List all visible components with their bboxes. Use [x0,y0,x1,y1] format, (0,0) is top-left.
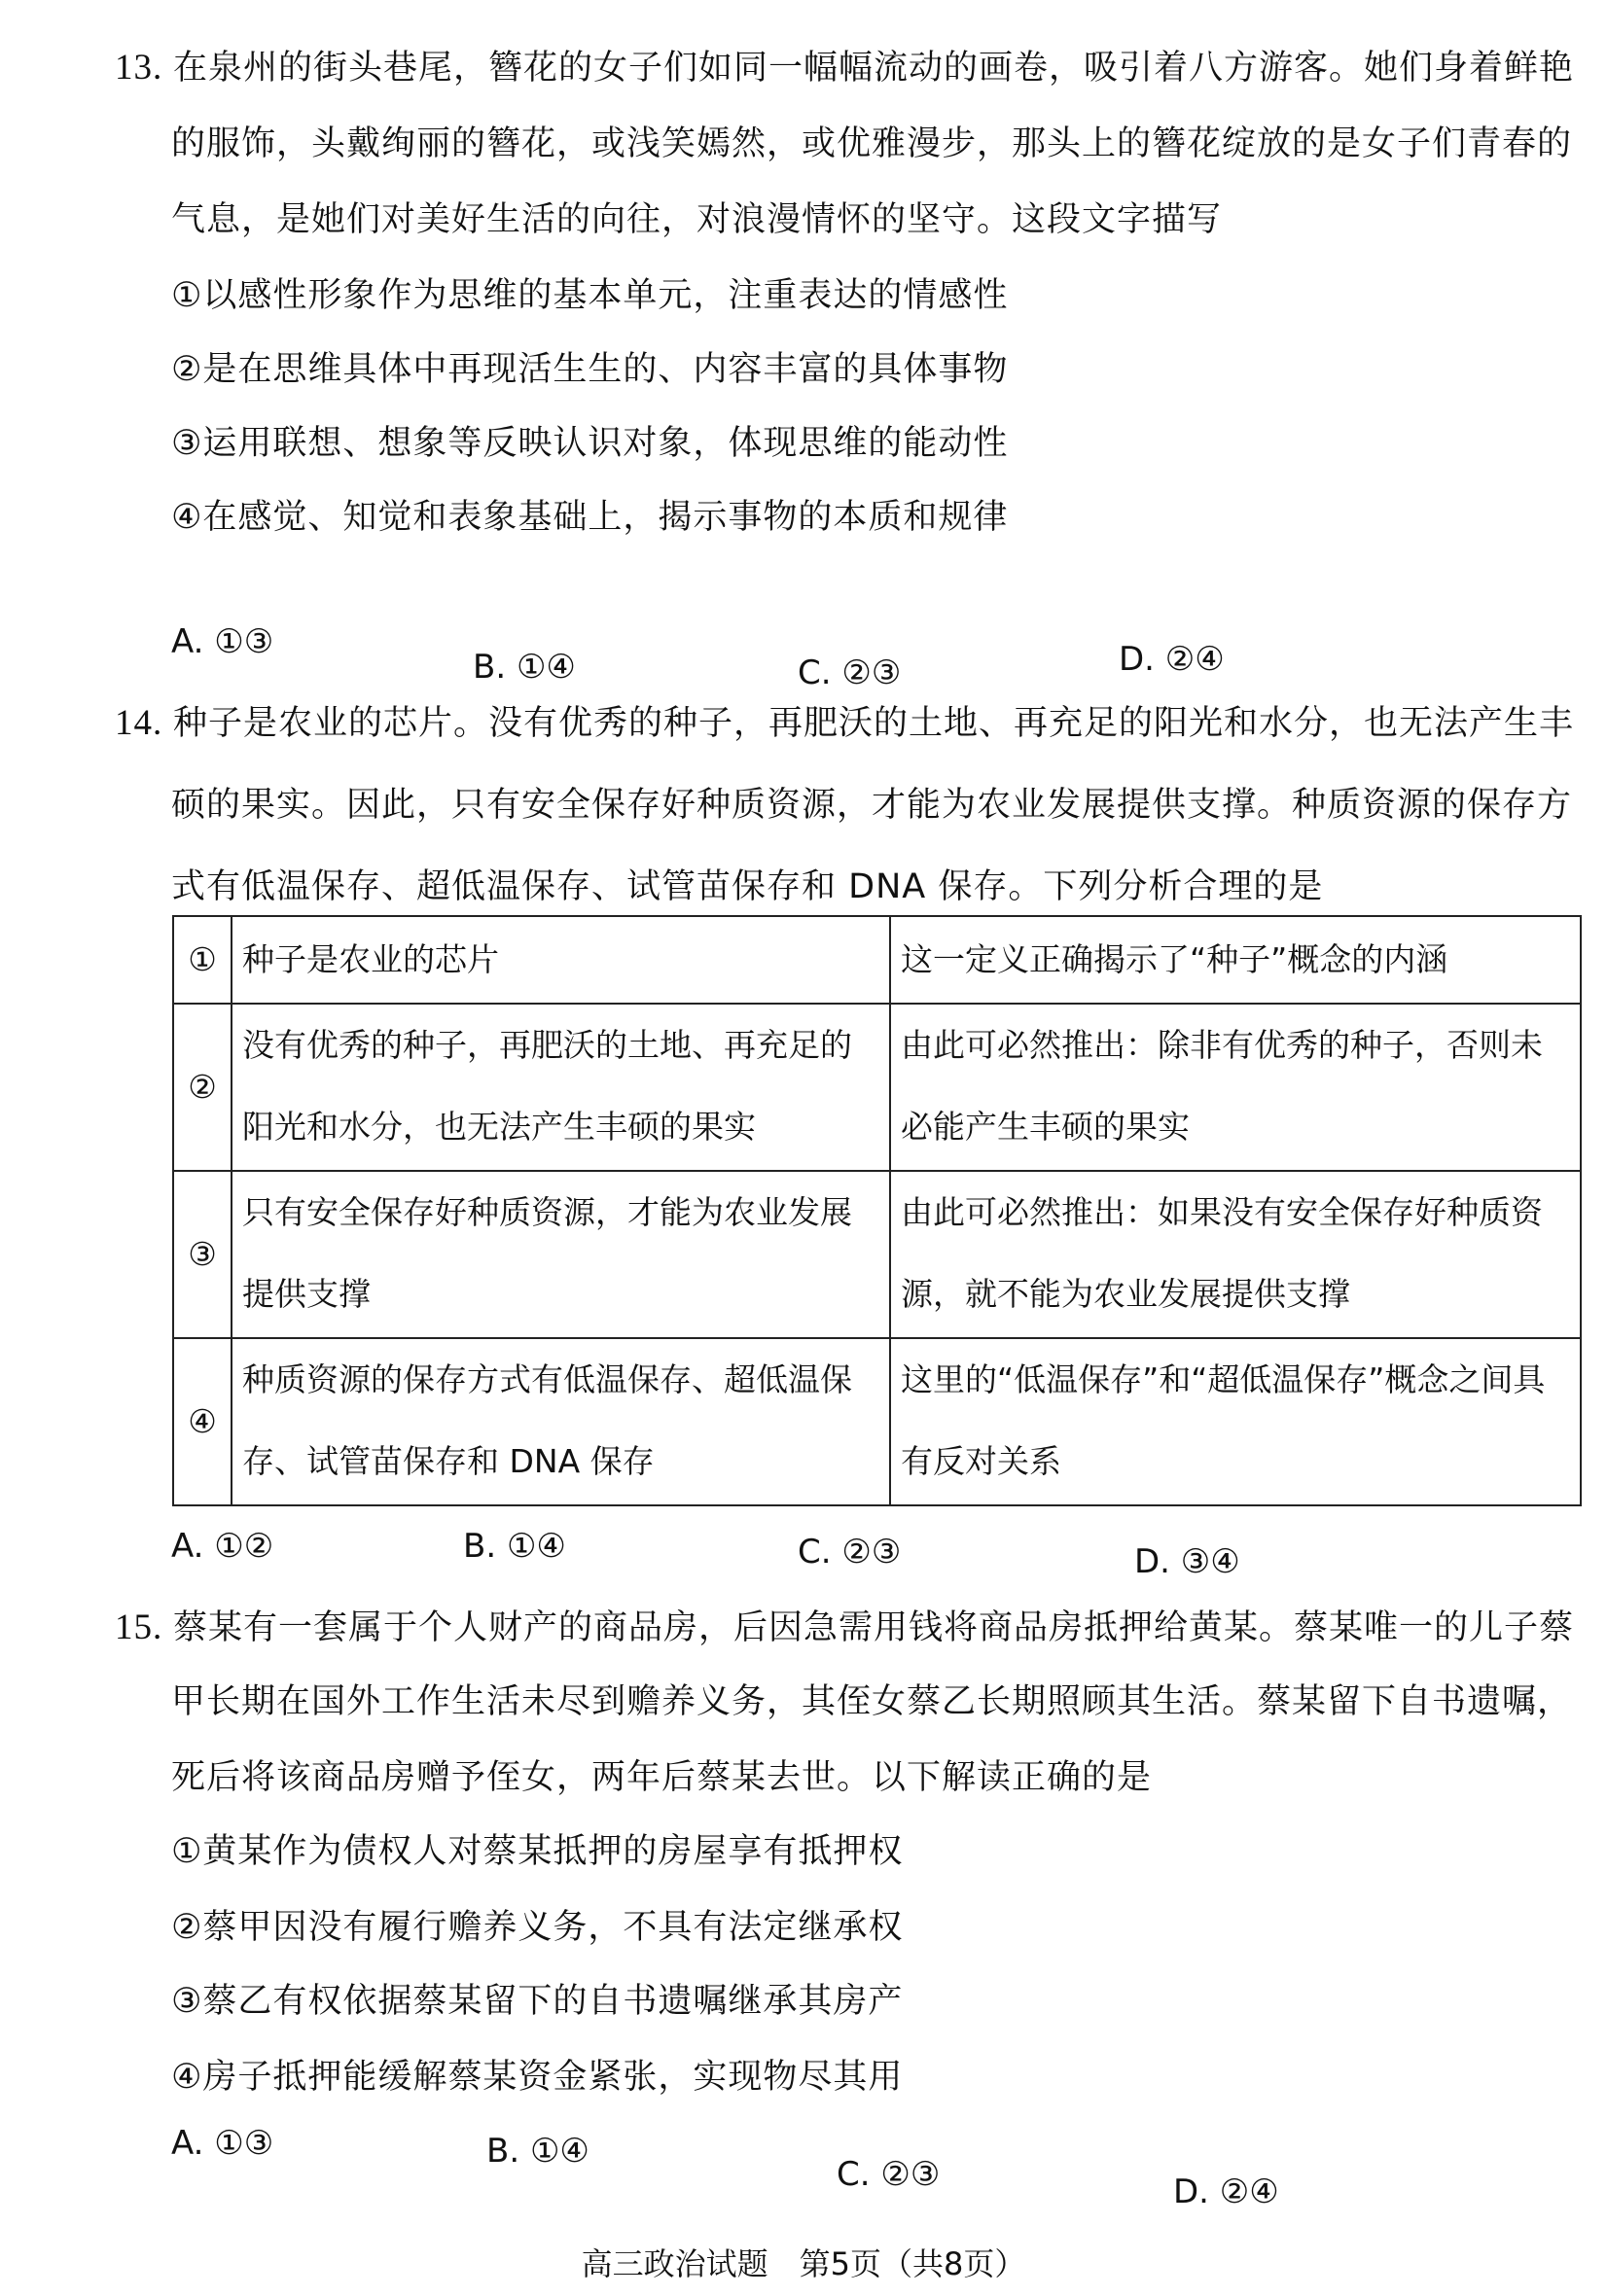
option-b: B. ①④ [486,2132,589,2171]
table-cell-statement: 没有优秀的种子，再肥沃的土地、再充足的阳光和水分，也无法产生丰硕的果实 [232,1004,890,1171]
question-stem-line: 气息，是她们对美好生活的向往，对浪漫情怀的坚守。这段文字描写 [171,200,1223,239]
row-number: ④ [173,1338,232,1505]
question-stem-line: 甲长期在国外工作生活未尽到赡养义务，其侄女蔡乙长期照顾其生活。蔡某留下自书遗嘱， [171,1682,1573,1721]
table-cell-statement: 只有安全保存好种质资源，才能为农业发展提供支撑 [232,1171,890,1338]
question-number: 13. [115,48,163,88]
table-row [173,916,1581,1004]
option-a: A. ①③ [171,2124,274,2163]
statement: ③运用联想、想象等反映认识对象，体现思维的能动性 [171,424,1009,463]
table-row [173,1338,1581,1505]
option-d: D. ②④ [1119,640,1225,679]
analysis-table [172,915,1582,1506]
option-a: A. ①② [171,1527,274,1566]
table-cell-statement: 种子是农业的芯片 [232,916,890,1004]
table-cell-statement: 种质资源的保存方式有低温保存、超低温保存、试管苗保存和 DNA 保存 [232,1338,890,1505]
option-d: D. ②④ [1173,2172,1279,2211]
statement: ①黄某作为债权人对蔡某抵押的房屋享有抵押权 [171,1832,904,1871]
page-footer: 高三政治试题 第5页（共8页） [581,2245,1026,2282]
option-c: C. ②③ [837,2155,941,2194]
row-number: ① [173,916,232,1004]
table-cell-analysis: 这一定义正确揭示了“种子”概念的内涵 [890,916,1581,1004]
statement: ④在感觉、知觉和表象基础上，揭示事物的本质和规律 [171,498,1009,537]
question-stem-line: 的服饰，头戴绚丽的簪花，或浅笑嫣然，或优雅漫步，那头上的簪花绽放的是女子们青春的 [171,124,1573,163]
option-b: B. ①④ [463,1527,566,1566]
statement: ②蔡甲因没有履行赡养义务，不具有法定继承权 [171,1908,904,1947]
statement: ①以感性形象作为思维的基本单元，注重表达的情感性 [171,276,1009,315]
question-stem-line: 死后将该商品房赠予侄女，两年后蔡某去世。以下解读正确的是 [171,1758,1153,1797]
option-b: B. ①④ [473,648,576,687]
row-number: ③ [173,1171,232,1338]
option-c: C. ②③ [798,653,902,692]
statement: ②是在思维具体中再现活生生的、内容丰富的具体事物 [171,350,1009,389]
option-d: D. ③④ [1134,1542,1240,1581]
table-row [173,1004,1581,1171]
row-number: ② [173,1004,232,1171]
question-number: 15. [115,1607,163,1647]
option-c: C. ②③ [798,1533,902,1572]
question-number: 14. [115,703,163,743]
question-stem-line: 硕的果实。因此，只有安全保存好种质资源，才能为农业发展提供支撑。种质资源的保存方 [171,786,1573,825]
option-a: A. ①③ [171,622,274,661]
table-cell-analysis: 这里的“低温保存”和“超低温保存”概念之间具有反对关系 [890,1338,1581,1505]
table-row [173,1171,1581,1338]
statement: ③蔡乙有权依据蔡某留下的自书遗嘱继承其房产 [171,1982,904,2021]
question-stem-line: 蔡某有一套属于个人财产的商品房，后因急需用钱将商品房抵押给黄某。蔡某唯一的儿子蔡 [173,1608,1575,1647]
statement: ④房子抵押能缓解蔡某资金紧张，实现物尽其用 [171,2058,904,2097]
question-stem-line: 式有低温保存、超低温保存、试管苗保存和 DNA 保存。下列分析合理的是 [171,867,1324,906]
question-stem-line: 在泉州的街头巷尾，簪花的女子们如同一幅幅流动的画卷，吸引着八方游客。她们身着鲜艳 [173,49,1575,88]
question-stem-line: 种子是农业的芯片。没有优秀的种子，再肥沃的土地、再充足的阳光和水分，也无法产生丰 [173,704,1575,743]
table-cell-analysis: 由此可必然推出：除非有优秀的种子，否则未必能产生丰硕的果实 [890,1004,1581,1171]
table-cell-analysis: 由此可必然推出：如果没有安全保存好种质资源，就不能为农业发展提供支撑 [890,1171,1581,1338]
